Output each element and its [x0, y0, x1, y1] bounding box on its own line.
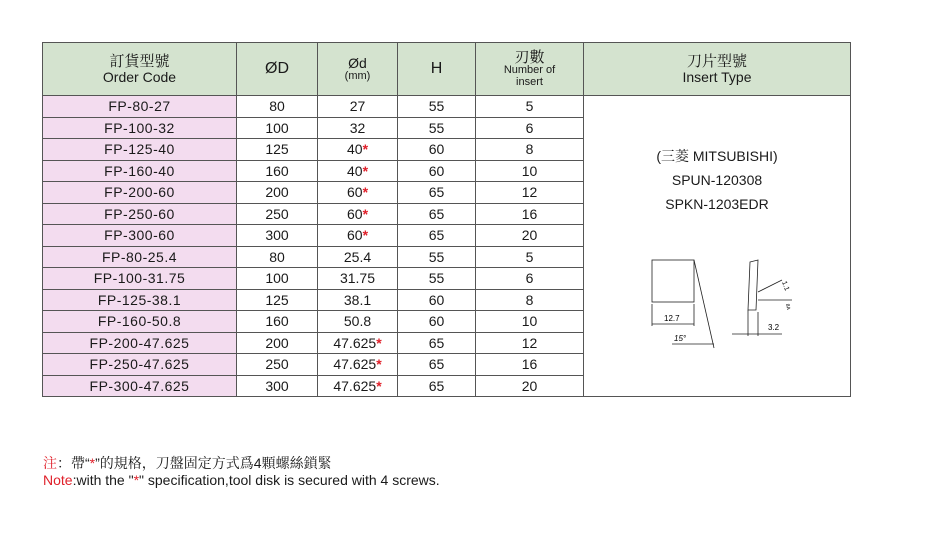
- cell-order-code: FP-80-27: [43, 96, 237, 118]
- cell-insert-count: 20: [476, 375, 584, 397]
- cell-H: 65: [398, 203, 476, 225]
- dim-corner: 8A: [784, 303, 792, 311]
- insert-drawing: [632, 252, 802, 352]
- cell-d-value: 38.1: [343, 291, 372, 308]
- screw-mount-star: *: [362, 162, 369, 179]
- table-row: [43, 96, 851, 118]
- cell-D: 125: [237, 289, 318, 311]
- cell-order-code: FP-200-60: [43, 182, 237, 204]
- note-en-label: Note: [43, 472, 73, 488]
- cell-d-value: 31.75: [339, 270, 376, 287]
- insert-type-1: SPUN-120308: [671, 172, 763, 188]
- cell-d: [318, 354, 398, 376]
- cell-order-code: FP-300-47.625: [43, 375, 237, 397]
- insert-type-2: SPKN-1203EDR: [665, 196, 769, 212]
- header-D: [237, 43, 318, 96]
- cell-d: [318, 160, 398, 182]
- spec-table: [42, 42, 851, 397]
- cell-d: [318, 375, 398, 397]
- cell-insert-count: 8: [476, 139, 584, 161]
- table-body: [43, 96, 851, 397]
- insert-side-view: [732, 260, 792, 336]
- header-insert-count-cn: 刃數: [514, 48, 545, 66]
- header-d-label: Ød: [348, 54, 367, 71]
- cell-H: 55: [398, 96, 476, 118]
- cell-H: 65: [398, 225, 476, 247]
- cell-D: 160: [237, 311, 318, 333]
- cell-H: 60: [398, 311, 476, 333]
- cell-d: [318, 182, 398, 204]
- dim-width: 12.7: [664, 314, 680, 323]
- screw-mount-star: *: [362, 227, 369, 244]
- cell-D: 100: [237, 117, 318, 139]
- screw-mount-star: *: [362, 141, 369, 158]
- cell-insert-count: 5: [476, 96, 584, 118]
- header-D-label: ØD: [265, 59, 289, 77]
- cell-d-value: 47.625: [333, 356, 377, 373]
- header-H-label: H: [430, 59, 443, 77]
- cell-insert-count: 12: [476, 182, 584, 204]
- header-order-code-en: Order Code: [102, 68, 177, 85]
- cell-H: 65: [398, 375, 476, 397]
- cell-D: 250: [237, 354, 318, 376]
- cell-d: [318, 96, 398, 118]
- header-row: [43, 43, 851, 96]
- cell-D: 200: [237, 182, 318, 204]
- header-insert-type-cn: 刀片型號: [686, 52, 747, 70]
- cell-H: 65: [398, 354, 476, 376]
- cell-d-value: 47.625: [333, 334, 377, 351]
- cell-d-value: 27: [349, 98, 366, 115]
- note-cn: [43, 455, 440, 472]
- cell-d-value: 40: [346, 141, 363, 158]
- screw-mount-star: *: [376, 334, 382, 351]
- screw-mount-star: *: [362, 205, 369, 222]
- cell-order-code: FP-200-47.625: [43, 332, 237, 354]
- cell-D: 125: [237, 139, 318, 161]
- cell-order-code: FP-250-60: [43, 203, 237, 225]
- note-en-star: *: [133, 472, 140, 488]
- dim-chamfer: 1.1: [780, 280, 791, 292]
- cell-order-code: FP-160-50.8: [43, 311, 237, 333]
- header-d: [318, 43, 398, 96]
- cell-d: [318, 332, 398, 354]
- cell-H: 60: [398, 160, 476, 182]
- header-H: [398, 43, 476, 96]
- screw-mount-star: *: [376, 356, 382, 373]
- cell-d: [318, 225, 398, 247]
- cell-insert-count: 6: [476, 268, 584, 290]
- note: [43, 455, 440, 489]
- cell-d-value: 60: [346, 227, 363, 244]
- cell-d: [318, 117, 398, 139]
- cell-d-value: 25.4: [343, 248, 372, 265]
- cell-D: 250: [237, 203, 318, 225]
- cell-d: [318, 268, 398, 290]
- cell-insert-count: 10: [476, 160, 584, 182]
- header-insert-count: [476, 43, 584, 96]
- cell-D: 80: [237, 246, 318, 268]
- screw-mount-star: *: [362, 184, 369, 201]
- cell-D: 80: [237, 96, 318, 118]
- cell-H: 60: [398, 139, 476, 161]
- cell-order-code: FP-80-25.4: [43, 246, 237, 268]
- cell-d-value: 40: [346, 162, 363, 179]
- cell-d: [318, 203, 398, 225]
- cell-order-code: FP-160-40: [43, 160, 237, 182]
- header-order-code-cn: 訂貨型號: [109, 52, 170, 70]
- cell-d-value: 32: [349, 119, 366, 136]
- cell-H: 55: [398, 268, 476, 290]
- header-insert-type: [584, 43, 851, 96]
- cell-order-code: FP-125-38.1: [43, 289, 237, 311]
- cell-H: 60: [398, 289, 476, 311]
- cell-H: 55: [398, 246, 476, 268]
- cell-insert-count: 8: [476, 289, 584, 311]
- note-en: [43, 472, 440, 489]
- cell-insert-count: 10: [476, 311, 584, 333]
- cell-d: [318, 246, 398, 268]
- header-insert-count-en: Number of insert: [503, 64, 556, 88]
- cell-order-code: FP-125-40: [43, 139, 237, 161]
- cell-order-code: FP-250-47.625: [43, 354, 237, 376]
- cell-D: 300: [237, 375, 318, 397]
- header-d-unit: (mm): [344, 69, 371, 82]
- cell-order-code: FP-100-32: [43, 117, 237, 139]
- cell-insert-count: 6: [476, 117, 584, 139]
- cell-insert-count: 16: [476, 354, 584, 376]
- note-cn-label: 注: [43, 455, 57, 471]
- header-order-code: [43, 43, 237, 96]
- insert-type-cell: [584, 96, 851, 397]
- cell-insert-count: 12: [476, 332, 584, 354]
- cell-insert-count: 20: [476, 225, 584, 247]
- cell-H: 65: [398, 332, 476, 354]
- cell-H: 65: [398, 182, 476, 204]
- dim-angle: 15°: [674, 334, 687, 343]
- cell-D: 160: [237, 160, 318, 182]
- note-en-post: " specification,tool disk is secured with 4 screws.: [139, 472, 440, 488]
- cell-D: 300: [237, 225, 318, 247]
- insert-maker: (三菱 MITSUBISHI): [656, 148, 778, 164]
- cell-d-value: 47.625: [333, 377, 377, 394]
- note-cn-star: *: [89, 455, 96, 471]
- cell-d: [318, 289, 398, 311]
- cell-d: [318, 311, 398, 333]
- cell-D: 200: [237, 332, 318, 354]
- cell-insert-count: 16: [476, 203, 584, 225]
- cell-d: [318, 139, 398, 161]
- note-cn-pre: ：帶“: [57, 455, 90, 471]
- note-cn-post: ”的規格，刀盤固定方式爲4顆螺絲鎖緊: [95, 455, 332, 471]
- cell-H: 55: [398, 117, 476, 139]
- cell-d-value: 50.8: [343, 313, 372, 330]
- header-insert-type-en: Insert Type: [682, 68, 752, 85]
- note-en-pre: :with the ": [72, 472, 134, 488]
- cell-insert-count: 5: [476, 246, 584, 268]
- dim-thickness: 3.2: [768, 323, 780, 332]
- screw-mount-star: *: [376, 377, 382, 394]
- cell-d-value: 60: [346, 184, 363, 201]
- cell-d-value: 60: [346, 205, 363, 222]
- cell-order-code: FP-100-31.75: [43, 268, 237, 290]
- cell-D: 100: [237, 268, 318, 290]
- cell-order-code: FP-300-60: [43, 225, 237, 247]
